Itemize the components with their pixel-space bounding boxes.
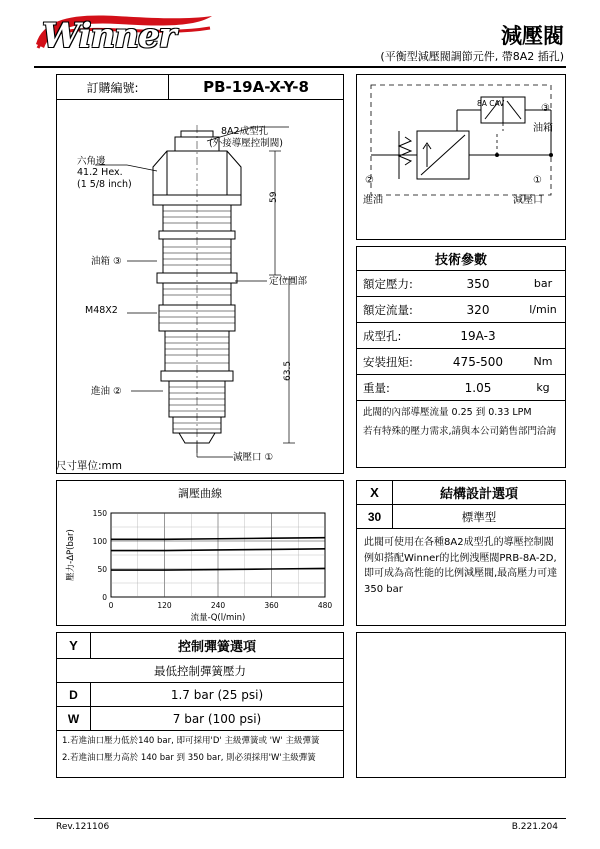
svg-text:360: 360 [264,601,279,610]
svg-text:150: 150 [92,509,107,518]
y-option-note-2: 2.若進油口壓力高於 140 bar 到 350 bar, 則必須採用'W'主級彈簧 [62,752,316,763]
label-hex-dim: 41.2 Hex. [77,167,123,178]
tech-row-name: 安裝扭矩: [363,354,413,369]
brand-name: Winner [42,16,176,56]
label-outlet-port: 減壓口 ① [233,452,274,463]
table-row [357,349,565,375]
tech-spec-title: 技術參數 [357,247,565,271]
y-option-subtitle: 最低控制彈簧壓力 [57,659,343,683]
hydraulic-schematic [357,75,565,239]
tech-row-name: 額定流量: [363,302,413,317]
label-port-form: 8A2成型孔 [221,126,269,137]
chart-title: 調壓曲線 [178,487,222,500]
chart-panel [56,480,344,626]
drawing-panel [56,74,344,474]
spring-option-panel [56,632,344,778]
schematic-label-two: ② [365,175,374,186]
schematic-label-tank: 油箱 [533,123,553,134]
tech-row-value: 320 [466,302,490,317]
x-option-title: 結構設計選項 [439,487,518,502]
tech-row-name: 額定壓力: [363,276,413,291]
label-tank-port: 油箱 ③ [91,256,122,267]
y-option-note-1: 1.若進油口壓力低於140 bar, 即可採用'D' 主級彈簧或 'W' 主級彈簧 [62,736,320,746]
tech-row-value: 350 [466,276,490,291]
y-option-title: 控制彈簧選項 [177,640,256,655]
tech-spec-panel [356,246,566,468]
svg-text:0: 0 [108,601,114,610]
svg-text:壓力-ΔP(bar): 壓力-ΔP(bar) [66,529,76,581]
x-option-code-label: 標準型 [461,509,497,524]
order-number-label: 訂購編號: [57,75,169,99]
structure-option-panel [356,480,566,626]
svg-text:流量-Q(l/min): 流量-Q(l/min) [190,613,246,621]
tech-row-unit: l/min [529,303,557,316]
label-hex-inch: (1 5/8 inch) [77,179,132,190]
units-note: 尺寸單位:mm [56,460,122,472]
tech-row-value: 1.05 [464,380,492,395]
label-locating: 定位圓部 [269,276,308,287]
label-inlet-port: 進油 ② [91,386,122,397]
svg-text:240: 240 [210,601,226,610]
label-port-form-sub: (外接導壓控制閥) [209,138,283,149]
blank-panel [356,632,566,778]
table-row [357,323,565,349]
y-option-row-value: 7 bar (100 psi) [172,711,262,726]
tech-note-2: 若有特殊的壓力需求,請與本公司銷售部門洽詢 [363,426,557,438]
x-option-code: 30 [357,505,393,528]
label-thread: M48X2 [85,305,118,316]
x-option-note: 此閥可使用在各種8A2成型孔的導壓控制閥 例如搭配Winner的比例洩壓閥PRB-8A-2D,即可成為高性能的比例減壓閥,最高壓力可達 350 bar [364,537,558,595]
x-option-key: X [357,481,393,504]
tech-row-name: 重量: [363,380,390,395]
schematic-label-three: ③ [541,103,550,114]
header-divider [34,66,566,68]
tech-row-unit: Nm [533,355,553,368]
table-row [357,297,565,323]
y-option-row-key: D [57,683,91,706]
y-option-row-value: 1.7 bar (25 psi) [170,687,264,702]
tech-row-value: 19A-3 [460,328,496,343]
table-row [357,271,565,297]
tech-row-unit: bar [533,277,553,290]
schematic-label-inlet: 進油 [363,195,383,206]
order-number-value: PB-19A-X-Y-8 [203,78,309,96]
tech-row-name: 成型孔: [363,328,402,343]
pressure-flow-chart [57,501,343,621]
footer-divider [34,818,566,819]
svg-text:100: 100 [92,537,107,546]
dim-top: 59 [269,191,279,203]
order-number-box [56,74,344,100]
svg-text:0: 0 [102,593,107,602]
tech-row-unit: kg [536,381,550,394]
page-subtitle: (平衡型減壓閥調節元件, 帶8A2 插孔) [380,50,564,63]
tech-note-1: 此閥的內部導壓流量 0.25 到 0.33 LPM [363,407,532,418]
svg-text:50: 50 [97,565,107,574]
revision-label: Rev.121106 [56,822,110,832]
document-code: B.221.204 [511,822,558,832]
svg-text:480: 480 [317,601,333,610]
schematic-label-cav: 8A CAV [477,99,505,108]
brand-logo [34,14,214,56]
tech-row-value: 475-500 [452,354,504,369]
table-row [357,375,565,401]
svg-text:120: 120 [157,601,172,610]
page-title: 減壓閥 [501,24,564,48]
schematic-label-outlet: 減壓口 [513,195,543,206]
schematic-panel [356,74,566,240]
dim-bottom: 63.5 [283,360,293,381]
y-option-row-key: W [57,707,91,730]
label-hex: 六角邊 [77,156,106,167]
schematic-label-one: ① [533,175,542,186]
y-option-key: Y [57,633,91,658]
